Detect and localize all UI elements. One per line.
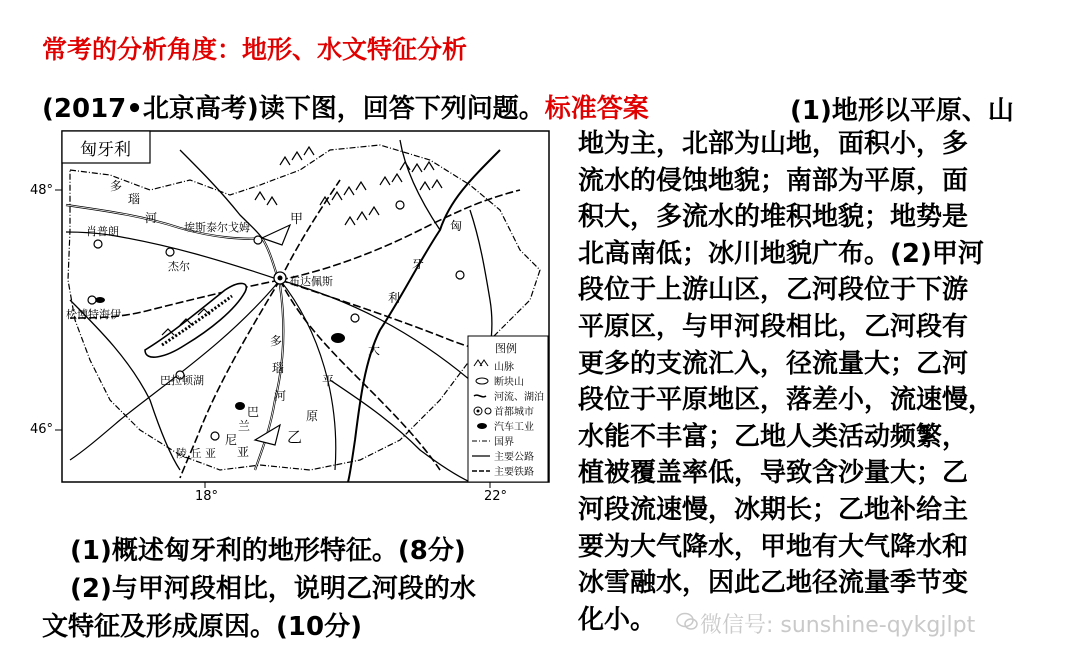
label-plain: 大 [368,343,381,357]
place-sopron: 肖普朗 [86,225,119,238]
fault-block-icon [476,378,488,384]
place-budapest: 布达佩斯 [289,275,333,288]
answer-line: 平原区，与甲河段相比，乙河段有 [578,311,969,342]
lon-label-left: 18° [195,489,219,504]
label-jia-river: 利 [388,291,401,305]
watermark: 微信号: sunshine-qykgjlpt [700,613,976,638]
page-title: 常考的分析角度：地形、水文特征分析 [42,35,468,64]
map-country-label: 匈牙利 [80,140,131,160]
answer-line: 段位于上游山区，乙河段位于下游 [578,275,969,306]
lat-label-bottom: 46° [30,422,54,437]
label-plain: 原 [306,409,319,423]
legend-item: 山脉 [494,362,514,373]
label-pannonian: 巴 [247,405,260,419]
answer-line: 要为大气降水，甲地有大气降水和 [578,531,969,562]
legend-item: 断块山 [494,377,524,388]
label-pannonian: 兰 [238,419,251,433]
lon-label-right: 22° [484,489,508,504]
label-plain: 平 [322,374,335,388]
label-pannonian: 亚 [237,445,250,459]
legend-item: 河流、湖泊 [494,392,544,403]
answer-line: 河段流速慢，冰期长；乙地补给主 [578,494,969,525]
label-jia-river: 牙 [412,257,425,271]
legend-title: 图例 [495,342,517,355]
answer-line: 流水的侵蚀地貌；南部为平原，面 [578,165,969,196]
legend-item: 主要公路 [494,452,534,463]
label-jia-river: 匈 [450,219,463,233]
answer-line: 化小。 [578,604,657,635]
place-hills: 陵 丘 亚 [176,447,216,460]
answer-line: 水能不丰富；乙地人类活动频繁， [578,421,969,452]
legend-item: 国界 [494,437,514,448]
hungary-map [0,120,560,515]
answer-line: 植被覆盖率低，导致含沙量大；乙 [578,458,969,489]
label-danube-north: 瑙 [128,192,141,206]
answer-line: 更多的支流汇入，径流量大；乙河 [578,348,969,379]
answer-label: 标准答案 [544,94,649,124]
label-danube-north: 河 [145,211,158,225]
label-danube-north: 多 [110,179,123,193]
place-esztergom: 埃斯泰尔戈姆 [184,221,250,234]
map-legend [468,336,548,482]
wechat-icon [676,612,698,632]
question-2-line1: (2)与甲河段相比，说明乙河段的水 [70,574,476,604]
legend-item: 主要铁路 [494,467,534,478]
place-balaton: 巴拉顿湖 [160,374,204,387]
place-jia: 甲 [290,212,304,227]
place-gyor: 杰尔 [168,260,190,273]
legend-item: 首都城市 [494,407,534,418]
label-pannonian: 尼 [225,433,238,447]
answer-line: 地为主，北部为山地，面积小，多 [578,129,969,159]
legend-item: 汽车工业 [494,422,534,433]
answer-line: 北高南低；冰川地貌广布。(2)甲河 [578,238,984,269]
answer-first-line: (1)地形以平原、山 [790,96,1014,126]
label-danube-south: 瑙 [272,361,285,375]
question-text: (2017•北京高考)读下图，回答下列问题。 [42,94,545,124]
answer-line: 段位于平原地区，落差小，流速慢， [578,385,995,416]
answer-line: 积大，多流水的堆积地貌；地势是 [578,202,969,233]
question-2-line2: 文特征及形成原因。(10分) [42,612,362,642]
capital-city [274,272,286,284]
label-danube-south: 河 [274,389,287,403]
city-icon [485,408,491,414]
answer-block [578,126,1068,638]
label-danube-south: 多 [270,334,283,348]
answer-line: 冰雪融水，因此乙地径流量季节变 [578,568,969,599]
place-yi: 乙 [287,428,303,446]
question-1: (1)概述匈牙利的地形特征。(8分) [70,536,466,566]
car-industry-icon [477,423,487,429]
lat-label-top: 48° [30,183,54,198]
place-szombathely: 松博特海伊 [66,308,121,321]
